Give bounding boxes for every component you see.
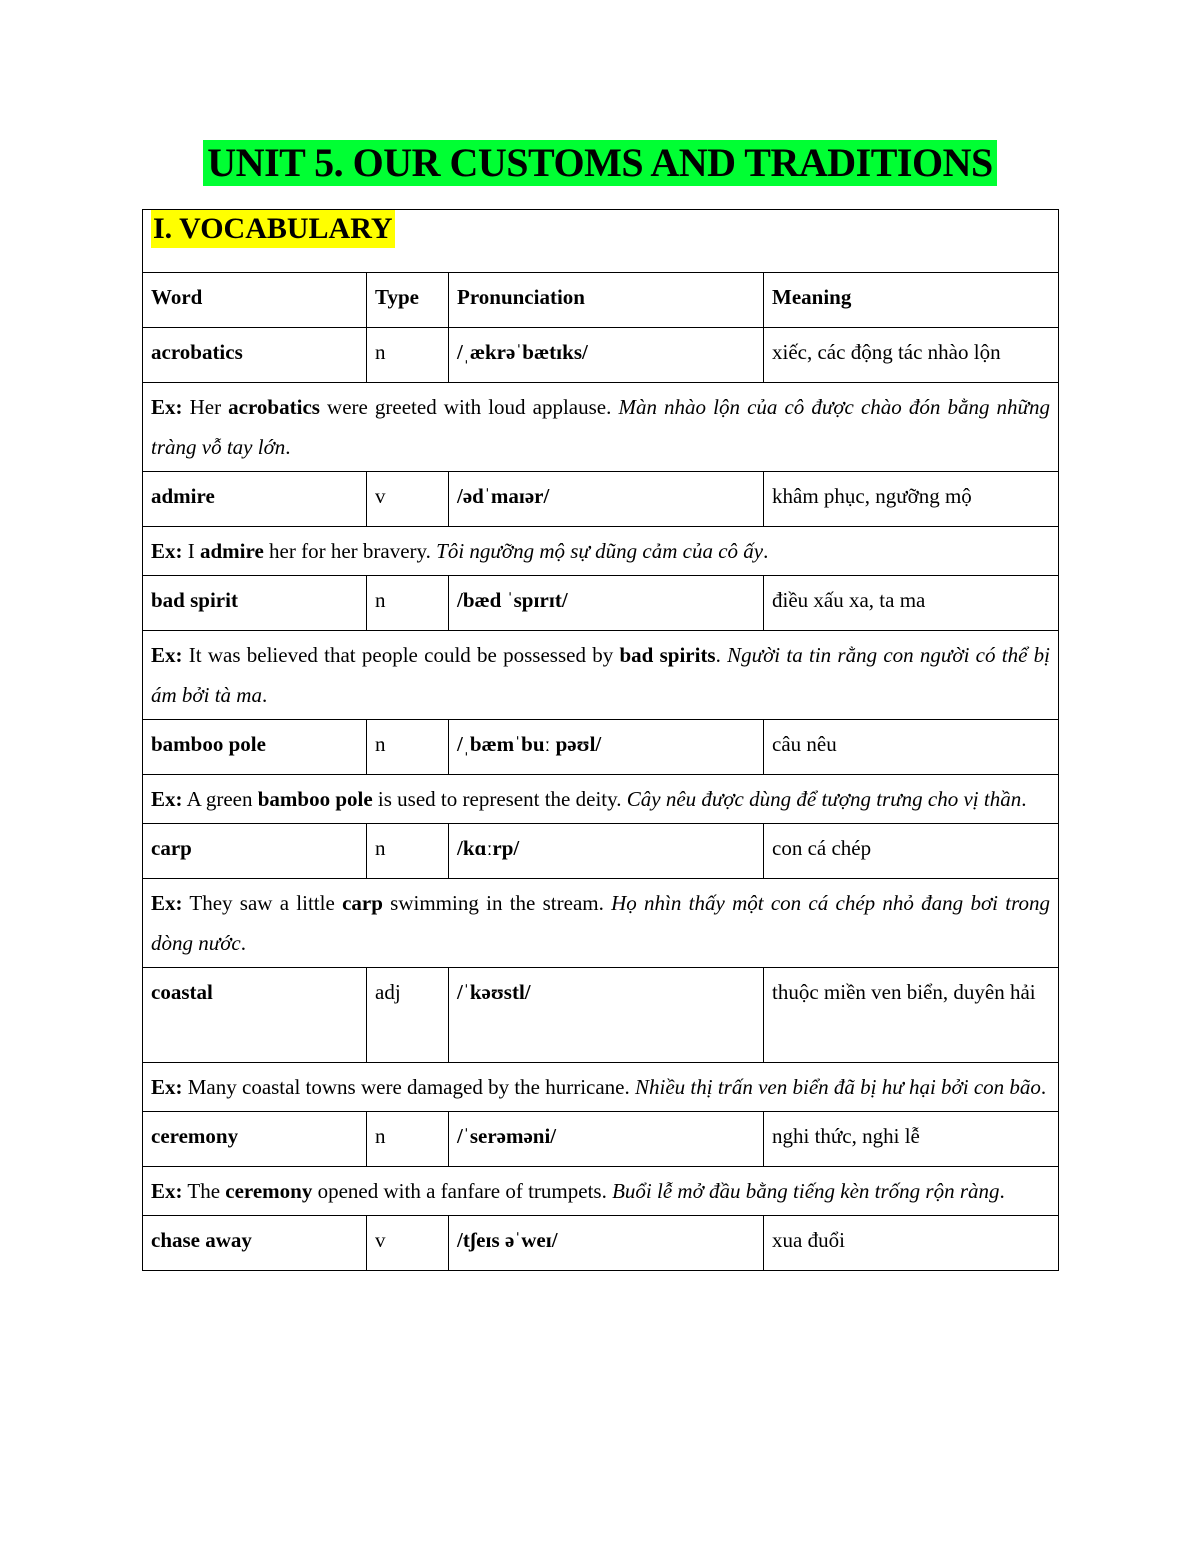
example-translation: Nhiều thị trấn ven biển đã bị hư hại bởi con bão bbox=[635, 1075, 1041, 1099]
example-keyword: bamboo pole bbox=[257, 787, 373, 811]
header-pronunciation: Pronunciation bbox=[449, 273, 764, 328]
meaning-cell: thuộc miền ven biển, duyên hải bbox=[764, 968, 1059, 1063]
example-cell bbox=[143, 1063, 1059, 1112]
vocabulary-table bbox=[142, 209, 1059, 1271]
type-cell: v bbox=[367, 1216, 449, 1271]
example-cell bbox=[143, 879, 1059, 968]
title-wrap bbox=[0, 140, 1200, 186]
header-row bbox=[143, 273, 1059, 328]
example-end: . bbox=[1040, 1075, 1047, 1099]
example-text-rest: her for her bravery. bbox=[263, 539, 437, 563]
example-label: Ex: bbox=[151, 395, 183, 419]
meaning-cell: điều xấu xa, ta ma bbox=[764, 576, 1059, 631]
example-text-rest: swimming in the stream. bbox=[382, 891, 612, 915]
example-text: Her bbox=[182, 395, 229, 419]
example-end: . bbox=[999, 1179, 1005, 1203]
section-row bbox=[143, 210, 1059, 273]
header-meaning: Meaning bbox=[764, 273, 1059, 328]
word-cell: acrobatics bbox=[143, 328, 367, 383]
header-type: Type bbox=[367, 273, 449, 328]
word-cell: bamboo pole bbox=[143, 720, 367, 775]
word-cell: carp bbox=[143, 824, 367, 879]
word-cell: coastal bbox=[143, 968, 367, 1063]
type-cell: n bbox=[367, 720, 449, 775]
example-row bbox=[143, 1167, 1059, 1216]
example-end: . bbox=[285, 435, 291, 459]
meaning-cell: con cá chép bbox=[764, 824, 1059, 879]
example-translation: Họ nhìn thấy một con cá chép nhỏ đang bơi trong dòng nước bbox=[151, 891, 1050, 955]
example-row bbox=[143, 1063, 1059, 1112]
example-keyword: admire bbox=[200, 539, 264, 563]
example-translation: Tôi ngưỡng mộ sự dũng cảm của cô ấy bbox=[436, 539, 764, 563]
example-text: It was believed that people could be possessed by bbox=[182, 643, 620, 667]
section-heading: I. VOCABULARY bbox=[151, 210, 395, 248]
pronunciation-cell: /ˌækrəˈbætɪks/ bbox=[449, 328, 764, 383]
pronunciation-cell: /ˈserəməni/ bbox=[449, 1112, 764, 1167]
pronunciation-cell: /ˌbæmˈbuː pəʊl/ bbox=[449, 720, 764, 775]
example-row bbox=[143, 527, 1059, 576]
example-text: Many coastal towns were damaged by the hurricane. bbox=[182, 1075, 636, 1099]
meaning-cell: khâm phục, ngưỡng mộ bbox=[764, 472, 1059, 527]
word-row bbox=[143, 824, 1059, 879]
meaning-cell: xiếc, các động tác nhào lộn bbox=[764, 328, 1059, 383]
example-cell bbox=[143, 631, 1059, 720]
word-row bbox=[143, 968, 1059, 1063]
page-title: UNIT 5. OUR CUSTOMS AND TRADITIONS bbox=[203, 140, 996, 186]
example-label: Ex: bbox=[151, 1075, 183, 1099]
meaning-cell: xua đuổi bbox=[764, 1216, 1059, 1271]
pronunciation-cell: /tʃeɪs əˈweɪ/ bbox=[449, 1216, 764, 1271]
example-cell bbox=[143, 775, 1059, 824]
word-cell: ceremony bbox=[143, 1112, 367, 1167]
example-label: Ex: bbox=[151, 787, 183, 811]
example-end: . bbox=[261, 683, 268, 707]
type-cell: n bbox=[367, 328, 449, 383]
pronunciation-cell: /bæd ˈspɪrɪt/ bbox=[449, 576, 764, 631]
example-text-rest: were greeted with loud applause. bbox=[319, 395, 619, 419]
example-keyword: ceremony bbox=[225, 1179, 313, 1203]
word-row bbox=[143, 472, 1059, 527]
word-row bbox=[143, 328, 1059, 383]
example-text: I bbox=[182, 539, 200, 563]
pronunciation-cell: /kɑːrp/ bbox=[449, 824, 764, 879]
example-text-rest: . bbox=[715, 643, 728, 667]
example-text-rest: opened with a fanfare of trumpets. bbox=[312, 1179, 613, 1203]
word-row bbox=[143, 1112, 1059, 1167]
header-word: Word bbox=[143, 273, 367, 328]
example-cell bbox=[143, 527, 1059, 576]
example-text-rest: is used to represent the deity. bbox=[372, 787, 627, 811]
section-cell bbox=[143, 210, 1059, 273]
example-end: . bbox=[240, 931, 246, 955]
example-row bbox=[143, 775, 1059, 824]
example-keyword: carp bbox=[342, 891, 383, 915]
word-row bbox=[143, 576, 1059, 631]
example-end: . bbox=[763, 539, 769, 563]
word-row bbox=[143, 720, 1059, 775]
example-keyword: acrobatics bbox=[228, 395, 320, 419]
example-label: Ex: bbox=[151, 643, 183, 667]
example-translation: Màn nhào lộn của cô được chào đón bằng những tràng vỗ tay lớn bbox=[151, 395, 1051, 459]
example-keyword: bad spirits bbox=[619, 643, 716, 667]
type-cell: adj bbox=[367, 968, 449, 1063]
example-translation: Buổi lễ mở đầu bằng tiếng kèn trống rộn ràng bbox=[612, 1179, 1000, 1203]
example-label: Ex: bbox=[151, 891, 183, 915]
example-translation: Cây nêu được dùng để tượng trưng cho vị thần bbox=[626, 787, 1022, 811]
example-label: Ex: bbox=[151, 1179, 183, 1203]
example-end: . bbox=[1021, 787, 1027, 811]
meaning-cell: nghi thức, nghi lễ bbox=[764, 1112, 1059, 1167]
word-cell: admire bbox=[143, 472, 367, 527]
meaning-cell: câu nêu bbox=[764, 720, 1059, 775]
type-cell: n bbox=[367, 576, 449, 631]
example-cell bbox=[143, 1167, 1059, 1216]
example-row bbox=[143, 383, 1059, 472]
example-translation: Người ta tin rằng con người có thể bị ám bởi tà ma bbox=[151, 643, 1050, 707]
example-text: The bbox=[182, 1179, 226, 1203]
pronunciation-cell: /ˈkəʊstl/ bbox=[449, 968, 764, 1063]
word-row bbox=[143, 1216, 1059, 1271]
example-text: They saw a little bbox=[182, 891, 343, 915]
example-row bbox=[143, 631, 1059, 720]
example-label: Ex: bbox=[151, 539, 183, 563]
example-cell bbox=[143, 383, 1059, 472]
type-cell: n bbox=[367, 824, 449, 879]
type-cell: n bbox=[367, 1112, 449, 1167]
word-cell: bad spirit bbox=[143, 576, 367, 631]
example-row bbox=[143, 879, 1059, 968]
example-text: A green bbox=[182, 787, 258, 811]
pronunciation-cell: /ədˈmaɪər/ bbox=[449, 472, 764, 527]
type-cell: v bbox=[367, 472, 449, 527]
word-cell: chase away bbox=[143, 1216, 367, 1271]
